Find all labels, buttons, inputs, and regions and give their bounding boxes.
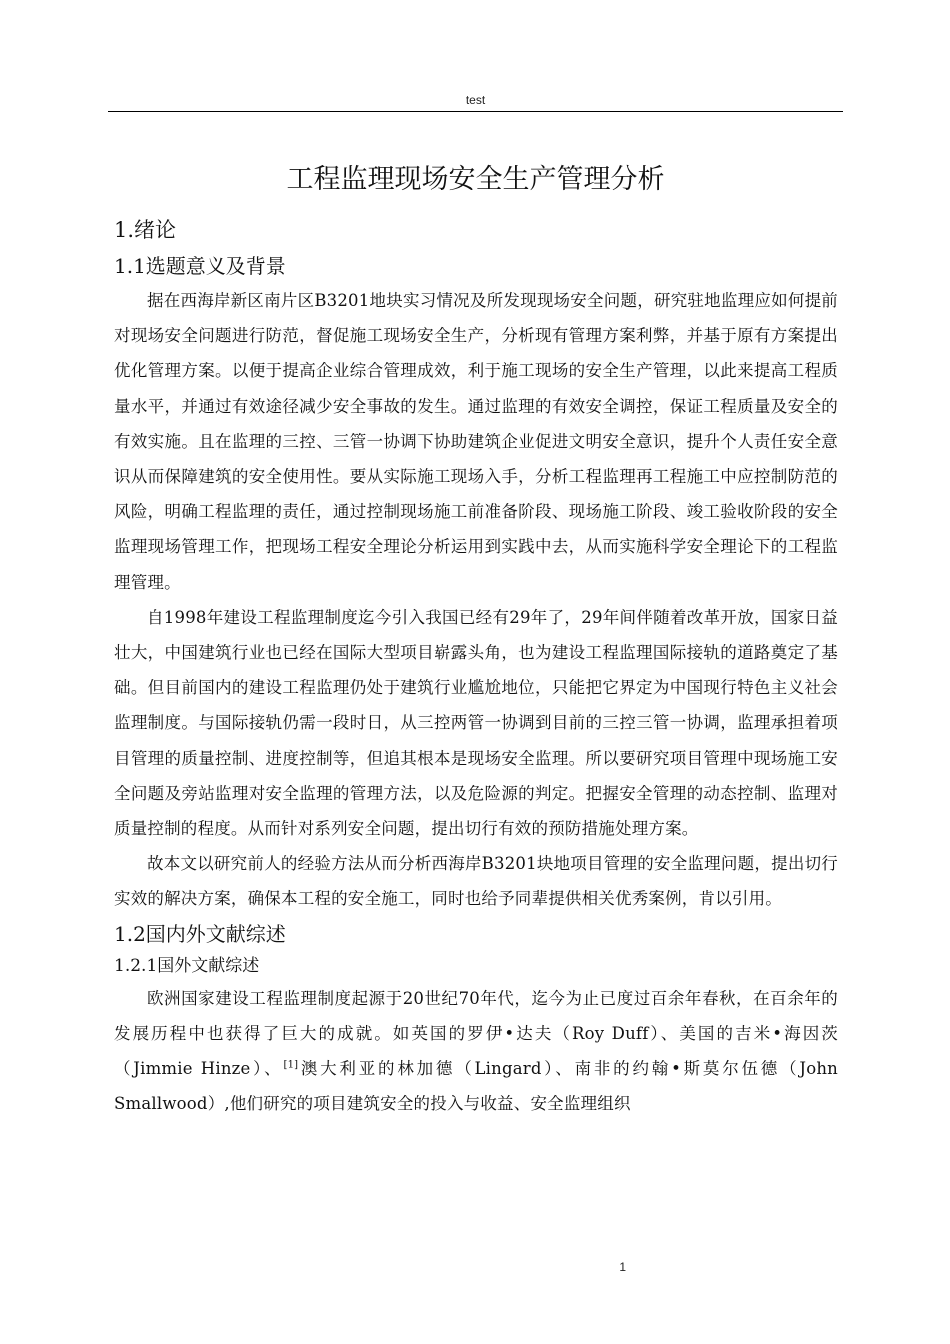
paragraph-2: 自1998年建设工程监理制度迄今引入我国已经有29年了，29年间伴随着改革开放，国家日益壮大，中国建筑行业也已经在国际大型项目崭露头角，也为建设工程监理国际接轨的道路奠定了基础。但目前国内的建设工程监理仍处于建筑行业尴尬地位，只能把它界定为中国现行特色主义社会监理制度。与国际接轨仍需一段时日，从三控两管一协调到目前的三控三管一协调，监理承担着项目管理的质量控制、进度控制等，但追其根本是现场安全监理。所以要研究项目管理中现场施工安全问题及旁站监理对安全监理的管理方法，以及危险源的判定。把握安全管理的动态控制、监理对质量控制的程度。从而针对系列安全问题，提出切行有效的预防措施处理方案。 (114, 607, 838, 839)
citation-reference[interactable]: [1] (283, 1059, 299, 1071)
header-divider (108, 111, 843, 112)
heading-1-2-1-foreign-literature: 1.2.1国外文献综述 (114, 955, 260, 976)
paragraph-4 (114, 981, 838, 1122)
document-body (114, 211, 838, 1121)
paragraph-4-part-2: 澳大利亚的林加德（Lingard）、南非的约翰•斯莫尔伍德（John Smallwood）,他们研究的项目建筑安全的投入与收益、安全监理组织 (114, 1059, 838, 1114)
paragraph-1: 据在西海岸新区南片区B3201地块实习情况及所发现现场安全问题，研究驻地监理应如何提前对现场安全问题进行防范，督促施工现场安全生产，分析现有管理方案利弊，并基于原有方案提出优化管理方案。以便于提高企业综合管理成效，利于施工现场的安全生产管理，以此来提高工程质量水平，并通过有效途径减少安全事故的发生。通过监理的有效安全调控，保证工程质量及安全的有效实施。且在监理的三控、三管一协调下协助建筑企业促进文明安全意识，提升个人责任安全意识从而保障建筑的安全使用性。要从实际施工现场入手，分析工程监理再工程施工中应控制防范的风险，明确工程监理的责任，通过控制现场施工前准备阶段、现场施工阶段、竣工验收阶段的安全监理现场管理工作，把现场工程安全理论分析运用到实践中去，从而实施科学安全理论下的工程监理管理。 (114, 291, 838, 592)
document-title: 工程监理现场安全生产管理分析 (286, 164, 665, 195)
heading-1-introduction: 1.绪论 (114, 218, 177, 242)
page-header: test (465, 93, 486, 107)
paragraph-4-part-1: 欧洲国家建设工程监理制度起源于20世纪70年代，迄今为止已度过百余年春秋，在百余年的发展历程中也获得了巨大的成就。如英国的罗伊•达夫（Roy Duff）、美国的吉米•海因茨（Jimmie Hinze）、 (114, 988, 838, 1079)
paragraph-3: 故本文以研究前人的经验方法从而分析西海岸B3201块地项目管理的安全监理问题，提出切行实效的解决方案，确保本工程的安全施工，同时也给予同辈提供相关优秀案例，肯以引用。 (114, 854, 838, 909)
heading-1-2-literature-review: 1.2国内外文献综述 (114, 921, 286, 946)
heading-1-1-background: 1.1选题意义及背景 (114, 254, 286, 278)
page-number: 1 (619, 1260, 626, 1274)
